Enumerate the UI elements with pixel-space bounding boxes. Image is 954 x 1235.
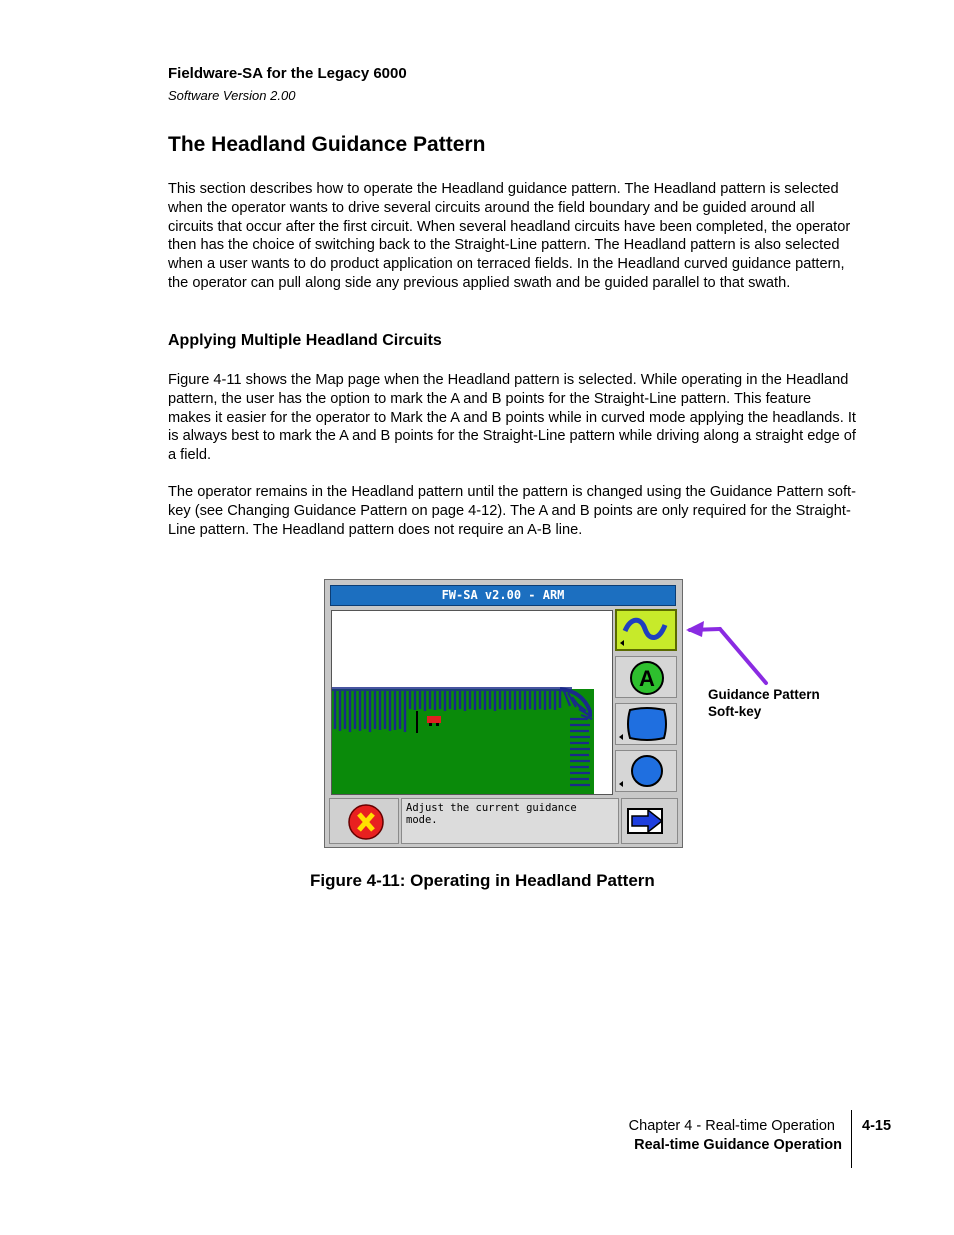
section-body: This section describes how to operate the Headland guidance pattern. The Headland pattern is selected when the operator wants to drive several circuits around the field boundary and be guided around all circuits that occur after the first circuit. When several headland circuits have been completed, the operator then has the choice of switching back to the Straight-Line pattern. The Headland pattern is also selected when a user wants to do product application on terraced fields. In the Headland curved guidance pattern, the operator can pull along side any previous applied swath and be guided parallel to that swath.	[168, 181, 851, 291]
subsection-paragraph-1: Figure 4-11 shows the Map page when the Headland pattern is selected. While operating in the Headland pattern, the user has the option to mark the A and B points for the Straight-Line pattern. This feature makes it easier for the operator to Mark the A and B points while in curved mode applying the headlands. It is always best to mark the A and B points for the Straight-Line pattern while driving along a straight edge of a field.	[168, 372, 856, 464]
cancel-button[interactable]	[329, 798, 399, 844]
subsection-paragraph-2: The operator remains in the Headland pattern until the pattern is changed using the Guidance Pattern soft-key (see Changing Guidance Pattern on page 4-12). The A and B points are only required for the Straight-Line pattern. The Headland pattern does not require an A-B line.	[168, 484, 856, 538]
map-view	[331, 610, 613, 795]
device-screenshot	[324, 579, 683, 848]
screen-title-bar: FW-SA v2.00 - ARM	[330, 585, 676, 606]
field-circle-softkey[interactable]	[615, 750, 677, 792]
boundary-icon	[628, 708, 666, 740]
boundary-softkey[interactable]	[615, 703, 677, 745]
callout-arrow	[680, 615, 780, 690]
running-header-title: Fieldware-SA for the Legacy 6000	[168, 65, 407, 82]
mark-a-point-softkey[interactable]	[615, 656, 677, 698]
figure-caption: Figure 4-11: Operating in Headland Pattern	[310, 871, 655, 890]
guidance-pattern-softkey[interactable]	[615, 609, 677, 651]
subsection-heading: Applying Multiple Headland Circuits	[168, 332, 442, 349]
footer-chapter: Chapter 4 - Real-time Operation	[628, 1118, 835, 1134]
callout-label	[708, 686, 848, 720]
vehicle-marker	[427, 716, 441, 723]
footer-section: Real-time Guidance Operation	[634, 1137, 842, 1153]
circle-icon	[632, 756, 662, 786]
callout-line-1: Guidance Pattern	[708, 687, 820, 702]
section-heading: The Headland Guidance Pattern	[168, 133, 486, 156]
running-header-subtitle: Software Version 2.00	[168, 88, 296, 103]
status-message: Adjust the current guidance mode.	[401, 798, 619, 844]
screen-bottom-bar	[327, 796, 680, 846]
curve-pattern-icon	[625, 620, 665, 637]
next-button[interactable]	[621, 798, 678, 844]
headland-map-graphic	[332, 611, 613, 795]
footer-divider	[851, 1110, 852, 1168]
callout-line-2: Soft-key	[708, 704, 762, 719]
a-point-letter: A	[639, 666, 655, 691]
page-number: 4-15	[862, 1118, 892, 1134]
